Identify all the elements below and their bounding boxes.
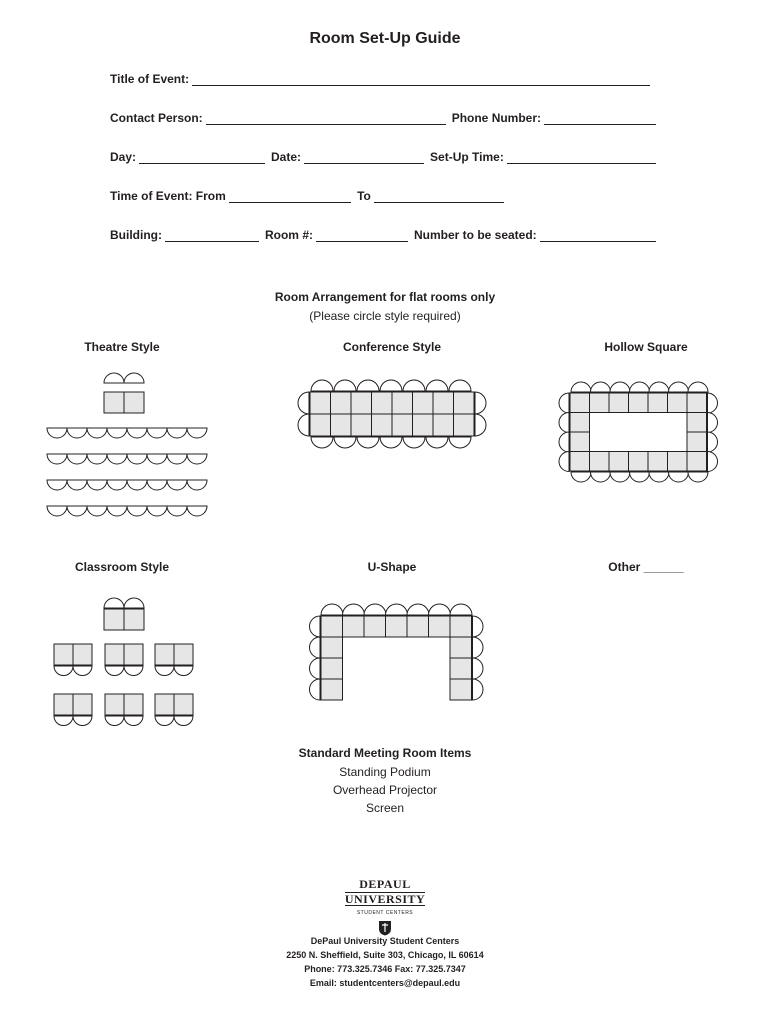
table-cell (570, 393, 590, 413)
table-cell (321, 616, 343, 637)
table-cell (351, 414, 372, 436)
table-cell (629, 393, 649, 413)
table-cell (343, 616, 365, 637)
chair-shape (321, 604, 343, 615)
day-field[interactable] (139, 151, 265, 164)
chair-shape (127, 428, 147, 438)
table-cell (124, 609, 144, 630)
chair-shape (630, 472, 650, 482)
chair-shape (649, 472, 669, 482)
chair-shape (127, 454, 147, 464)
chair-shape (380, 437, 402, 448)
chair-shape (167, 506, 187, 516)
hollow-square-diagram[interactable] (550, 368, 730, 490)
room-field[interactable] (316, 229, 408, 242)
chair-shape (403, 437, 425, 448)
chair-shape (87, 480, 107, 490)
chair-shape (124, 598, 144, 608)
chair-shape (47, 480, 67, 490)
chair-shape (591, 382, 611, 392)
table-cell (570, 432, 590, 452)
page-title: Room Set-Up Guide (309, 30, 461, 47)
footer-phone-fax: Phone: 773.325.7346 Fax: 77.325.7347 (304, 964, 466, 974)
chair-shape (155, 666, 174, 676)
chair-shape (559, 393, 569, 413)
table-cell (454, 392, 475, 414)
u-shape-label[interactable]: U-Shape (367, 560, 417, 574)
contact-row (110, 111, 656, 125)
building-field[interactable] (165, 229, 259, 242)
table-cell (590, 393, 610, 413)
chair-shape (475, 392, 486, 414)
table-cell (413, 414, 434, 436)
chair-shape (167, 454, 187, 464)
table-cell (392, 392, 413, 414)
building-row (110, 228, 656, 242)
day-row (110, 150, 656, 164)
footer-email[interactable]: Email: studentcenters@depaul.edu (309, 978, 461, 988)
table-cell (609, 393, 629, 413)
chair-shape (311, 380, 333, 391)
chair-shape (591, 472, 611, 482)
hollow-square-label[interactable]: Hollow Square (604, 340, 688, 354)
table-cell (310, 392, 331, 414)
table-cell (331, 392, 352, 414)
arrangement-subheading: (Please circle style required) (309, 309, 461, 323)
table-cell (687, 452, 707, 472)
chair-shape (708, 452, 718, 472)
standard-item: Overhead Projector (332, 783, 438, 797)
table-cell (331, 414, 352, 436)
classroom-style-diagram[interactable] (48, 590, 200, 735)
chair-shape (475, 414, 486, 436)
chair-shape (147, 506, 167, 516)
table-cell (155, 694, 174, 715)
table-cell (450, 637, 472, 658)
standard-items-heading: Standard Meeting Room Items (298, 746, 472, 760)
u-shape-diagram[interactable] (298, 592, 493, 708)
table-cell (433, 414, 454, 436)
chair-shape (669, 382, 689, 392)
chair-shape (403, 380, 425, 391)
table-cell (174, 694, 193, 715)
chair-shape (87, 506, 107, 516)
table-cell (73, 644, 92, 665)
chair-shape (449, 437, 471, 448)
chair-shape (708, 393, 718, 413)
chair-shape (688, 382, 708, 392)
building-label: Building: (110, 228, 162, 242)
table-cell (364, 616, 386, 637)
time-to-field[interactable] (374, 190, 504, 203)
chair-shape (380, 380, 402, 391)
chair-shape (310, 616, 320, 637)
chair-shape (343, 604, 365, 615)
phone-number-field[interactable] (544, 112, 656, 125)
table-cell (351, 392, 372, 414)
chair-shape (364, 604, 386, 615)
table-cell (687, 393, 707, 413)
conference-style-diagram[interactable] (288, 370, 498, 462)
chair-shape (87, 454, 107, 464)
table-cell (310, 414, 331, 436)
chair-shape (708, 413, 718, 433)
chair-shape (73, 666, 92, 676)
table-cell (155, 644, 174, 665)
classroom-style-label[interactable]: Classroom Style (74, 560, 170, 574)
chair-shape (298, 414, 309, 436)
chair-shape (630, 382, 650, 392)
room-label: Room #: (264, 228, 313, 242)
number-seated-field[interactable] (540, 229, 656, 242)
chair-shape (559, 413, 569, 433)
chair-shape (107, 506, 127, 516)
table-cell (105, 644, 124, 665)
chair-shape (571, 472, 591, 482)
logo-sub: STUDENT CENTERS (356, 910, 414, 916)
chair-shape (429, 604, 451, 615)
table-cell (386, 616, 408, 637)
chair-shape (67, 428, 87, 438)
chair-shape (473, 658, 483, 679)
chair-shape (127, 506, 147, 516)
chair-shape (187, 454, 207, 464)
chair-shape (187, 428, 207, 438)
chair-shape (649, 382, 669, 392)
depaul-logo (335, 878, 435, 941)
chair-shape (334, 380, 356, 391)
chair-shape (73, 716, 92, 726)
chair-shape (610, 382, 630, 392)
setup-time-label: Set-Up Time: (430, 150, 504, 164)
theatre-style-label[interactable]: Theatre Style (84, 340, 160, 354)
table-cell (450, 679, 472, 700)
table-cell (124, 644, 143, 665)
chair-shape (407, 604, 429, 615)
table-cell (73, 694, 92, 715)
time-of-event-row (110, 189, 510, 203)
chair-shape (107, 480, 127, 490)
table-cell (609, 452, 629, 472)
table-cell (648, 452, 668, 472)
table-cell (433, 392, 454, 414)
chair-shape (310, 658, 320, 679)
time-to-label: To (357, 189, 371, 203)
chair-shape (357, 380, 379, 391)
chair-shape (426, 380, 448, 391)
chair-shape (47, 506, 67, 516)
table-cell (648, 393, 668, 413)
table-cell (687, 413, 707, 433)
chair-shape (105, 666, 124, 676)
day-label: Day: (110, 150, 137, 164)
chair-shape (426, 437, 448, 448)
logo-line1: DEPAUL (359, 877, 411, 891)
time-from-label: Time of Event: From (110, 189, 226, 203)
footer-org: DePaul University Student Centers (310, 936, 460, 946)
chair-shape (87, 428, 107, 438)
table-cell (450, 658, 472, 679)
table-cell (54, 644, 73, 665)
chair-shape (174, 716, 193, 726)
contact-person-field[interactable] (206, 112, 446, 125)
chair-shape (147, 480, 167, 490)
standard-item: Screen (365, 801, 405, 815)
standard-item: Standing Podium (339, 765, 431, 779)
table-cell (321, 637, 343, 658)
chair-shape (473, 616, 483, 637)
table-cell (392, 414, 413, 436)
chair-shape (310, 637, 321, 658)
chair-shape (386, 604, 408, 615)
chair-shape (559, 432, 569, 452)
chair-shape (107, 428, 127, 438)
chair-shape (67, 506, 87, 516)
chair-shape (124, 716, 143, 726)
title-of-event-row (110, 72, 656, 86)
title-of-event-label: Title of Event: (110, 72, 190, 86)
table-cell (321, 679, 343, 700)
logo-line2: UNIVERSITY (344, 892, 426, 906)
chair-shape (357, 437, 379, 448)
date-field[interactable] (304, 151, 424, 164)
chair-shape (167, 428, 187, 438)
chair-shape (571, 382, 591, 392)
chair-shape (124, 666, 143, 676)
chair-shape (559, 452, 569, 472)
table-cell (454, 414, 475, 436)
chair-shape (449, 380, 471, 391)
chair-shape (311, 437, 333, 448)
chair-shape (450, 604, 472, 615)
chair-shape (610, 472, 630, 482)
chair-shape (473, 679, 484, 700)
chair-shape (105, 716, 124, 726)
table-cell (570, 452, 590, 472)
date-label: Date: (271, 150, 302, 164)
chair-shape (688, 472, 708, 482)
chair-shape (473, 637, 484, 658)
theatre-style-diagram[interactable] (40, 365, 210, 520)
chair-shape (67, 480, 87, 490)
chair-shape (310, 679, 321, 700)
table-cell (570, 413, 590, 433)
chair-shape (334, 437, 356, 448)
chair-shape (67, 454, 87, 464)
chair-shape (147, 454, 167, 464)
table-cell (372, 392, 393, 414)
footer-address: 2250 N. Sheffield, Suite 303, Chicago, IL 60614 (286, 950, 484, 960)
conference-style-label[interactable]: Conference Style (342, 340, 442, 354)
chair-shape (104, 598, 124, 608)
chair-shape (174, 666, 193, 676)
chair-shape (298, 392, 309, 414)
chair-shape (167, 480, 187, 490)
title-of-event-field[interactable] (192, 73, 650, 86)
table-cell (687, 432, 707, 452)
chair-shape (187, 506, 207, 516)
table-cell (372, 414, 393, 436)
table-cell (450, 616, 472, 637)
other-style-label[interactable]: Other ______ (608, 560, 684, 574)
chair-shape (47, 454, 67, 464)
table-cell (668, 393, 688, 413)
chair-shape (155, 716, 174, 726)
chair-shape (47, 428, 67, 438)
chair-shape (107, 454, 127, 464)
table-cell (668, 452, 688, 472)
chair-shape (669, 472, 689, 482)
time-from-field[interactable] (229, 190, 351, 203)
table-cell (105, 694, 124, 715)
phone-number-label: Phone Number: (451, 111, 542, 125)
chair-shape (708, 432, 718, 452)
chair-shape (187, 480, 207, 490)
table-cell (321, 658, 343, 679)
table-cell (429, 616, 451, 637)
table-cell (124, 694, 143, 715)
setup-time-field[interactable] (507, 151, 656, 164)
table-cell (174, 644, 193, 665)
arrangement-heading: Room Arrangement for flat rooms only (274, 290, 496, 304)
chair-shape (54, 716, 73, 726)
table-cell (54, 694, 73, 715)
number-seated-label: Number to be seated: (413, 228, 537, 242)
contact-person-label: Contact Person: (110, 111, 203, 125)
table-cell (407, 616, 429, 637)
table-cell (104, 609, 124, 630)
table-cell (413, 392, 434, 414)
chair-shape (147, 428, 167, 438)
chair-shape (127, 480, 147, 490)
chair-shape (54, 666, 73, 676)
table-cell (629, 452, 649, 472)
table-cell (590, 452, 610, 472)
